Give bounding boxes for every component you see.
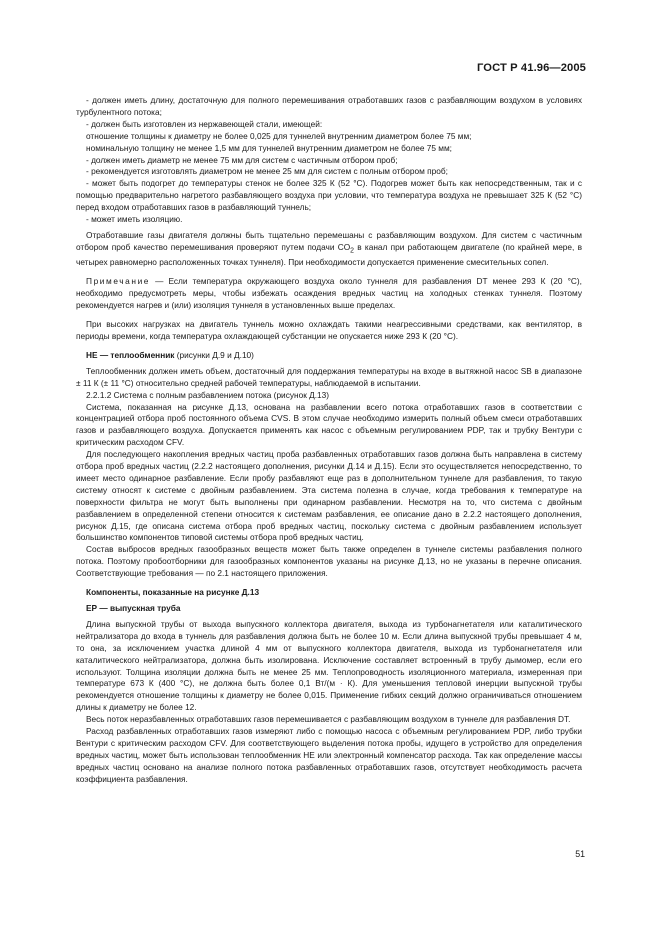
he-heading bbox=[76, 350, 582, 362]
section-heading-2-2-1-2: 2.2.1.2 Система с полным разбавлением потока (рисунок Д.13) bbox=[86, 389, 330, 400]
components-heading: Компоненты, показанные на рисунке Д.13 bbox=[86, 587, 260, 598]
req-nominal-thickness: номинальную толщину не менее 1,5 мм для туннелей внутренним диаметром не более 75 мм; bbox=[86, 142, 452, 153]
mixing-paragraph bbox=[76, 230, 582, 269]
he-paragraph: Теплообменник должен иметь объем, достаточный для поддержания температуры на входе в вытяжной насос SB в диапазоне ± 11 К (± 11 °С) относительно средней рабочей температуры, наблюдаемой в испытании. bbox=[76, 365, 582, 388]
document-body bbox=[76, 95, 582, 786]
ep-paragraph-2: Весь поток неразбавленных отработавших газов перемешивается с разбавляющим воздухом в туннеле для разбавления DT. bbox=[86, 714, 571, 725]
standard-header: ГОСТ Р 41.96—2005 bbox=[477, 62, 586, 74]
mixing-text-after: в канал при работающем двигателе (по крайней мере, в четырех равномерно расположенных точках туннеля). При необходимости допускается применение смесительных сопел. bbox=[76, 241, 582, 268]
req-insulation: - может иметь изоляцию. bbox=[86, 214, 183, 225]
req-material: - должен быть изготовлен из нержавеющей стали, имеющей: bbox=[86, 118, 323, 129]
req-heating: - может быть подогрет до температуры стенок не более 325 К (52 °С). Подогрев может быть как непосредственным, так и с помощью предварительно нагретого разбавляющего воздуха при условии, что температура воздуха не превышает 325 К (52 °С) перед входом отработавших газов в разбавляющий туннель; bbox=[76, 178, 582, 213]
page-number: 51 bbox=[575, 849, 585, 859]
co2-subscript: 2 bbox=[350, 247, 355, 255]
note-paragraph bbox=[76, 276, 582, 312]
he-title: HE — теплообменник bbox=[86, 349, 175, 360]
high-load-paragraph: При высоких нагрузках на двигатель туннель можно охлаждать такими неагрессивными средствами, как вентилятор, в периоды времени, когда температура охлаждающей субстанции не опускается ниже 293 К (20 °С). bbox=[76, 319, 582, 341]
note-text: — Если температура окружающего воздуха около туннеля для разбавления DT менее 293 К (20 °С), необходимо предусмотреть меры, чтобы избежать осаждения вредных частиц на холодных стенках туннеля. Поэтому рекомендуется нагрев и (или) изоляция туннеля в установленных выше пределах. bbox=[76, 276, 582, 311]
ep-paragraph-3: Расход разбавленных отработавших газов измеряют либо с помощью насоса с объемным регулированием PDP, либо трубки Вентури с критическим расходом CFV. Для соответствующего выделения потока пробы, идущего в устройство для определения вредных частиц, может быть использован теплообменник HE или электронный компенсатор расхода. Так как определение массы вредных частиц основано на анализе полного потока разбавленных отработавших газов, отсутствует необходимость расчета коэффициента разбавления. bbox=[76, 726, 582, 784]
he-figures: (рисунки Д.9 и Д.10) bbox=[174, 349, 254, 360]
ep-paragraph-1: Длина выпускной трубы от выхода выпускного коллектора двигателя, выхода из турбонагнетателя или каталитического нейтрализатора до входа в туннель для разбавления должна быть не более 10 м. Если длина выпускной трубы превышает 4 м, то она, за исключением участка длиной 4 мм от выпускного коллектора двигателя, выхода из турбонагнетателя или каталитического нейтрализатора, должна быть изолирована. Исключение составляет встроенный в трубу дымомер, если его используют. Толщина изоляции должна быть не менее 25 мм. Теплопроводность изоляционного материала, измеренная при температуре 673 К (400 °С), не должна быть более 0,1 Вт/(м · К). Для уменьшения тепловой инерции выпускной трубы рекомендуется отношение толщины к диаметру не более 0,015. Применение гибких секций должно ограничиваться отношением длины к диаметру не более 12. bbox=[76, 618, 582, 713]
mixing-text-before: Отработавшие газы двигателя должны быть тщательно перемешаны с разбавляющим воздухом. Для систем с частичным отбором проб качество перемешивания проверяют путем подачи CO bbox=[76, 229, 582, 252]
req-thickness-ratio: отношение толщины к диаметру не более 0,025 для туннелей внутренним диаметром более 75 мм; bbox=[86, 130, 472, 141]
full-flow-paragraph-1: Система, показанная на рисунке Д.13, основана на разбавлении всего потока отработавших газов в соответствии с концентрацией отбора проб постоянного объема CVS. В этом случае необходимо измерить полный объем смеси отработавших газов и разбавляющего воздуха. Допускается применять как насос с объемным регулированием PDP, так и трубку Вентури с критическим расходом CFV. bbox=[76, 401, 582, 448]
ep-heading: ЕР — выпускная труба bbox=[86, 603, 181, 613]
note-label: Примечание bbox=[86, 276, 151, 287]
req-diameter-partial: - должен иметь диаметр не менее 75 мм для систем с частичным отбором проб; bbox=[86, 154, 398, 165]
req-length: - должен иметь длину, достаточную для полного перемешивания отработавших газов с разбавляющим воздухом в условиях турбулентного потока; bbox=[76, 95, 582, 117]
req-diameter-full: - рекомендуется изготовлять диаметром не менее 25 мм для систем с полным отбором проб; bbox=[86, 166, 448, 177]
full-flow-paragraph-3: Состав выбросов вредных газообразных веществ может быть также определен в туннеле системы разбавления полного потока. Поэтому пробоотборники для газообразных компонентов указаны на рисунке Д.13, но не указаны в перечне описания. Соответствующие требования — по 2.1 настоящего приложения. bbox=[76, 544, 582, 579]
full-flow-paragraph-2: Для последующего накопления вредных частиц проба разбавленных отработавших газов должна быть направлена в систему отбора проб вредных частиц (2.2.2 настоящего дополнения, рисунки Д.14 и Д.15). Если это осуществляется непосредственно, то имеет место одинарное разбавление. Если пробу разбавляют еще раз в дополнительном туннеле для разбавления, то такую систему относят к системе с двойным разбавлением. Эта система полезна в случае, когда требования к температуре на поверхности фильтра не могут быть выполнены при одинарном разбавлении. Несмотря на то, что система с двойным разбавлением в определенной степени относится к системам разбавления, ее описание дано в 2.2.2 настоящего дополнения, рисунок Д.15, где описана система отбора проб вредных частиц, поскольку система с двойным разбавлением использует большинство компонентов типовой системы отбора проб вредных частиц. bbox=[76, 449, 582, 543]
